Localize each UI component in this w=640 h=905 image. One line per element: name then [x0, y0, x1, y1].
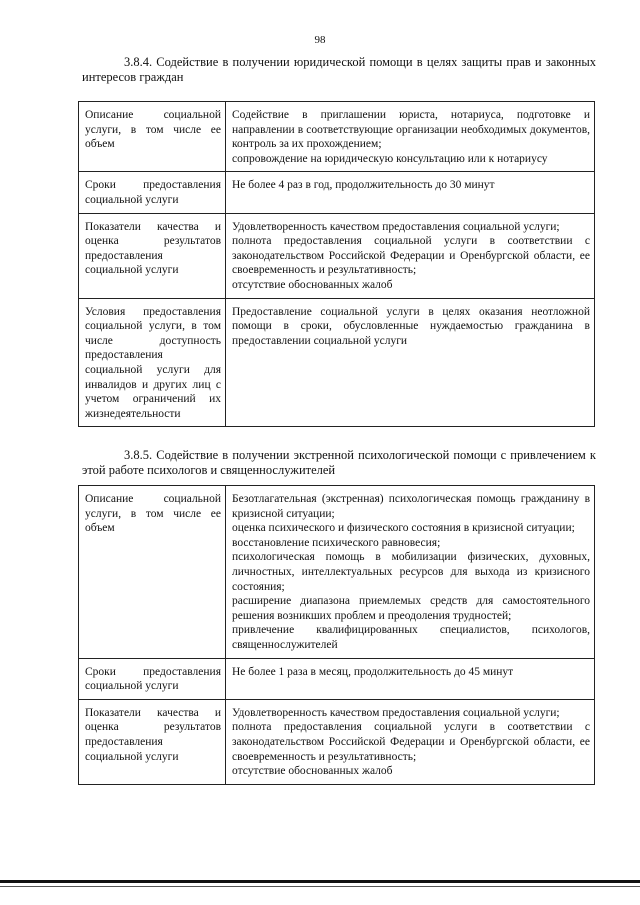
row-value	[226, 298, 595, 427]
value-line: отсутствие обоснованных жалоб	[232, 278, 393, 291]
row-label: Показатели качества и оценка результатов предоставления социальной услуги	[79, 699, 226, 784]
row-label: Показатели качества и оценка результатов предоставления социальной услуги	[79, 213, 226, 298]
row-label: Условия предоставления социальной услуги, в том числе доступность предоставления социальной услуги для инвалидов и других лиц с учетом ограничений их жизнедеятельности	[79, 298, 226, 427]
value-line: сопровождение на юридическую консультацию или к нотариусу	[232, 152, 548, 165]
value-line: отсутствие обоснованных жалоб	[232, 765, 393, 778]
row-value	[226, 213, 595, 298]
row-label: Сроки предоставления социальной услуги	[79, 658, 226, 699]
value-line: Содействие в приглашении юриста, нотариуса, подготовке и направлении в соответствующие организации необходимых документов, контроль за их прохождением;	[232, 109, 590, 151]
table-row	[79, 699, 595, 784]
table-row	[79, 486, 595, 659]
section-heading-3-8-5: 3.8.5. Содействие в получении экстренной психологической помощи с привлечением к этой работе психологов и священнослужителей	[82, 448, 596, 477]
value-line: полнота предоставления социальной услуги в соответствии с законодательством Российской Федерации и Оренбургской области, ее своевременность и результативность;	[232, 721, 590, 763]
row-value	[226, 102, 595, 172]
value-line: полнота предоставления социальной услуги в соответствии с законодательством Российской Федерации и Оренбургской области, ее своевременность и результативность;	[232, 235, 590, 277]
value-line: Безотлагательная (экстренная) психологическая помощь гражданину в кризисной ситуации;	[232, 493, 590, 520]
value-line: восстановление психического равновесия;	[232, 536, 441, 549]
row-label: Сроки предоставления социальной услуги	[79, 172, 226, 213]
service-table-3-8-5	[78, 485, 595, 785]
value-line: расширение диапазона приемлемых средств для самостоятельного решения возникших проблем и преодоления трудностей;	[232, 595, 590, 622]
value-line: Удовлетворенность качеством предоставления социальной услуги;	[232, 220, 560, 233]
value-line: Не более 1 раза в месяц, продолжительность до 45 минут	[232, 665, 514, 678]
footer-divider	[0, 880, 640, 883]
row-label: Описание социальной услуги, в том числе ее объем	[79, 102, 226, 172]
row-value	[226, 658, 595, 699]
table-row	[79, 172, 595, 213]
value-line: Не более 4 раз в год, продолжительность до 30 минут	[232, 179, 495, 192]
row-value	[226, 486, 595, 659]
row-value	[226, 172, 595, 213]
table-row	[79, 298, 595, 427]
row-value	[226, 699, 595, 784]
table-row	[79, 102, 595, 172]
service-table-3-8-4	[78, 101, 595, 427]
footer-divider-thin	[0, 886, 640, 887]
section-heading-3-8-4: 3.8.4. Содействие в получении юридической помощи в целях защиты прав и законных интересов граждан	[82, 55, 596, 84]
value-line: Удовлетворенность качеством предоставления социальной услуги;	[232, 706, 560, 719]
table-row	[79, 213, 595, 298]
value-line: психологическая помощь в мобилизации физических, духовных, личностных, интеллектуальных ресурсов для выхода из кризисного состояния;	[232, 551, 590, 593]
table-row	[79, 658, 595, 699]
value-line: привлечение квалифицированных специалистов, психологов, священнослужителей	[232, 624, 590, 651]
row-label: Описание социальной услуги, в том числе ее объем	[79, 486, 226, 659]
page-number: 98	[314, 34, 326, 46]
value-line: оценка психического и физического состояния в кризисной ситуации;	[232, 522, 575, 535]
value-line: Предоставление социальной услуги в целях оказания неотложной помощи в сроки, обусловленные нуждаемостью гражданина в предоставлении социальной услуги	[232, 305, 590, 347]
